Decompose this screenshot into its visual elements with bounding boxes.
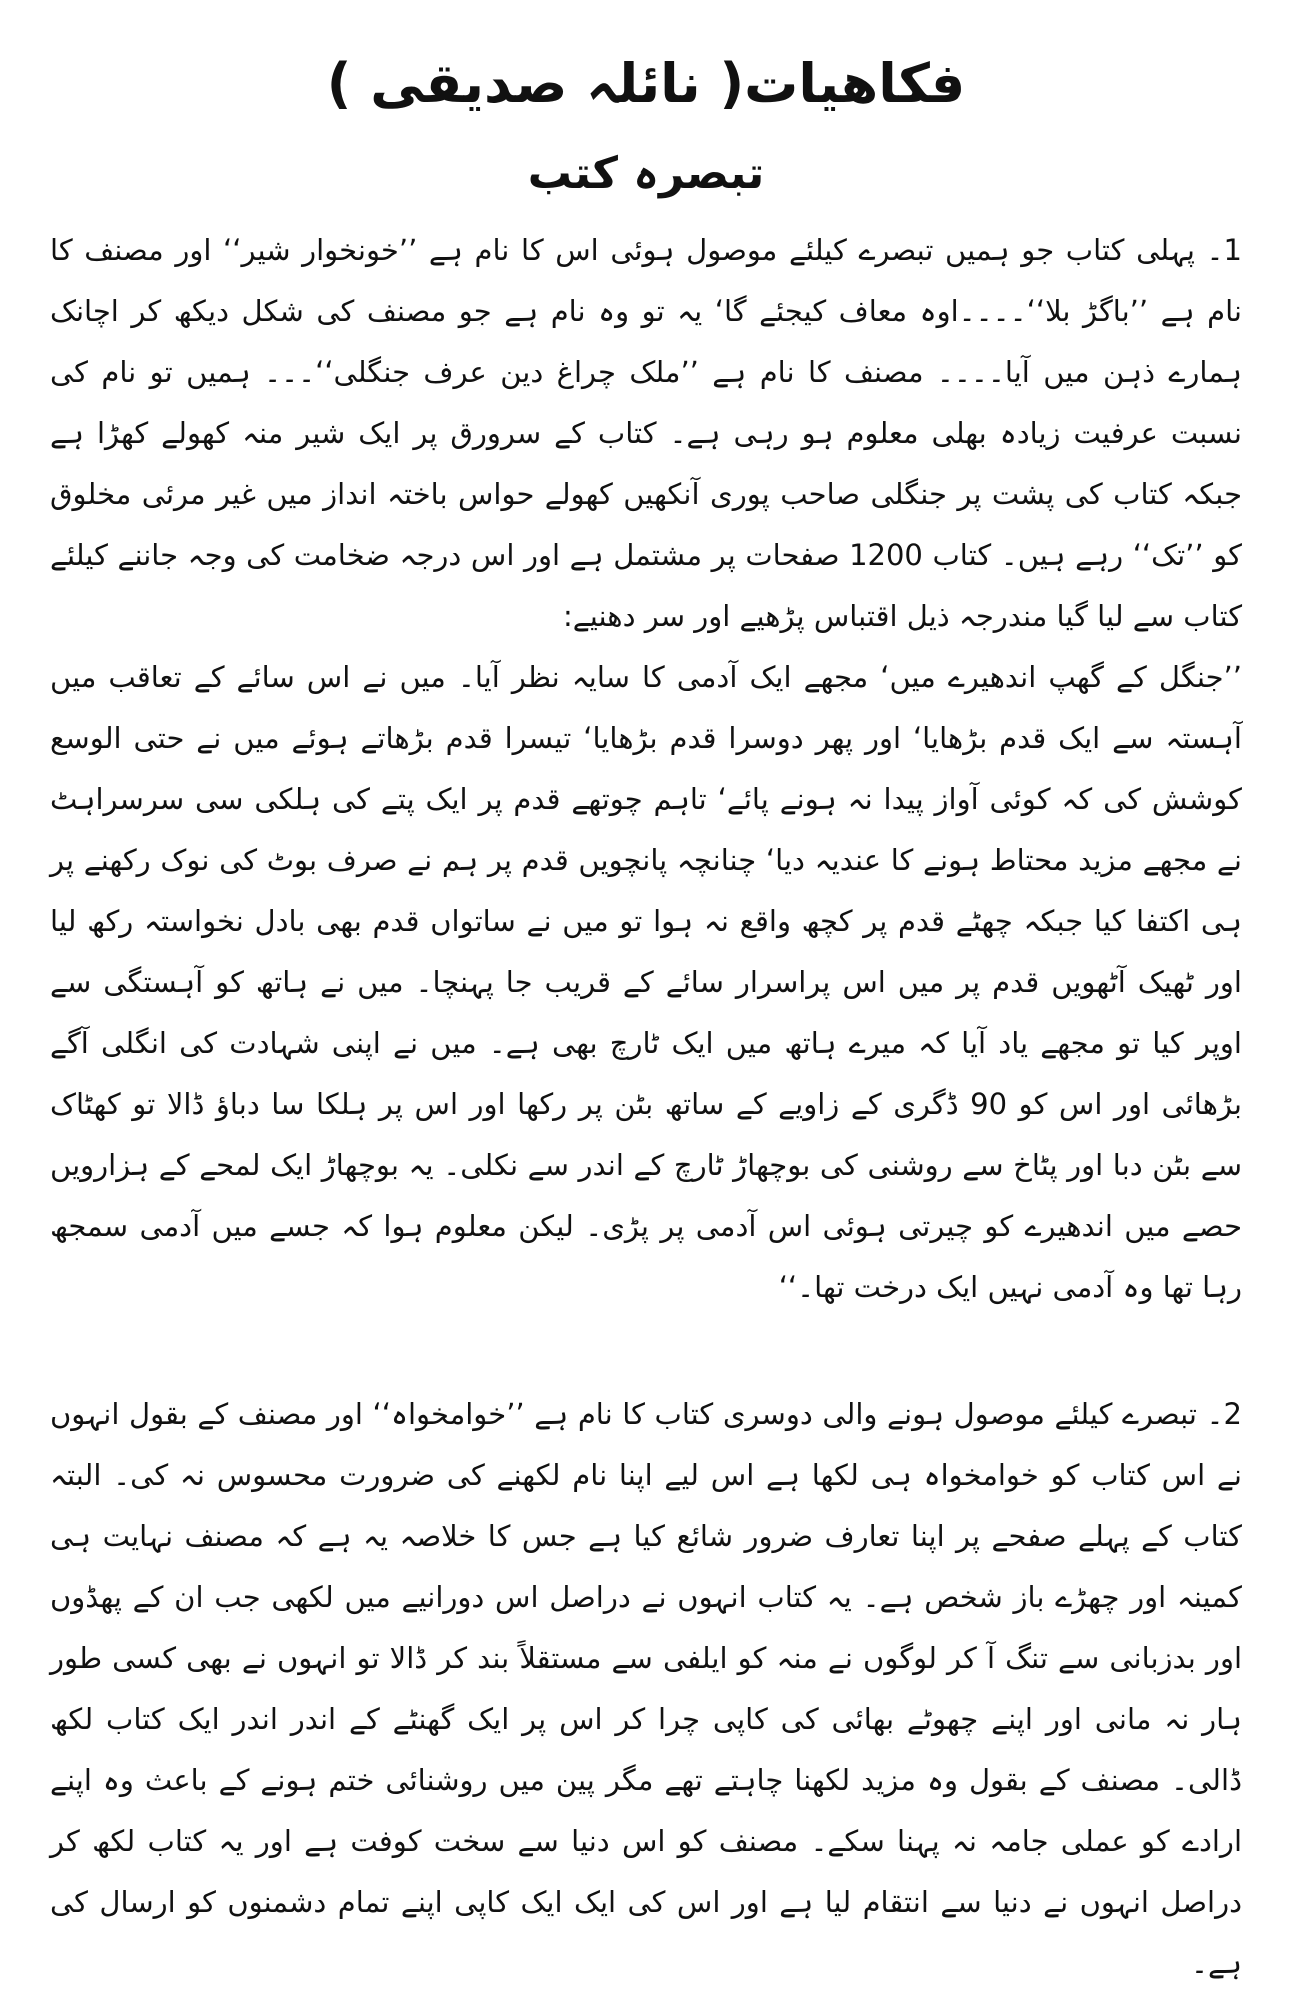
review-one-intro: 1۔ پہلی کتاب جو ہمیں تبصرے کیلئے موصول ہوئی اس کا نام ہے ’’خونخوار شیر‘‘ اور مصنف کا نام ہے ’’باگڑ بلا‘‘۔۔۔۔اوہ معاف کیجئے گا‘ یہ تو وہ نام ہے جو مصنف کی شکل دیکھ کر اچانک ہمارے ذہن میں آیا۔۔۔۔ مصنف کا نام ہے ’’ملک چراغ دین عرف جنگلی‘‘۔۔۔ ہمیں تو نام کی نسبت عرفیت زیادہ بھلی معلوم ہو رہی ہے۔ کتاب کے سرورق پر ایک شیر منہ کھولے کھڑا ہے جبکہ کتاب کی پشت پر جنگلی صاحب پوری آنکھیں کھولے حواس باختہ انداز میں غیر مرئی مخلوق کو ’’تک‘‘ رہے ہیں۔ کتاب 1200 صفحات پر مشتمل ہے اور اس درجہ ضخامت کی وجہ جاننے کیلئے کتاب سے لیا گیا مندرجہ ذیل اقتباس پڑھیے اور سر دھنیے: [50,233,1242,633]
section-heading: تبصرہ کتب [527,148,765,199]
review-one-quote: ’’جنگل کے گھپ اندھیرے میں‘ مجھے ایک آدمی کا سایہ نظر آیا۔ میں نے اس سائے کے تعاقب میں آہستہ سے ایک قدم بڑھایا‘ اور پھر دوسرا قدم بڑھایا‘ تیسرا قدم بڑھاتے ہوئے میں نے حتی الوسع کوشش کی کہ کوئی آواز پیدا نہ ہونے پائے‘ تاہم چوتھے قدم پر ایک پتے کی ہلکی سی سرسراہٹ نے مجھے مزید محتاط ہونے کا عندیہ دیا‘ چنانچہ پانچویں قدم پر ہم نے صرف بوٹ کی نوک رکھنے پر ہی اکتفا کیا جبکہ چھٹے قدم پر کچھ واقع نہ ہوا تو میں نے ساتواں قدم بھی بادل نخواستہ رکھ لیا اور ٹھیک آٹھویں قدم پر میں اس پراسرار سائے کے قریب جا پہنچا۔ میں نے ہاتھ کو آہستگی سے اوپر کیا تو مجھے یاد آیا کہ میرے ہاتھ میں ایک ٹارچ بھی ہے۔ میں نے اپنی شہادت کی انگلی آگے بڑھائی اور اس کو 90 ڈگری کے زاویے کے ساتھ بٹن پر رکھا اور اس پر ہلکا سا دباؤ ڈالا تو کھٹاک سے بٹن دبا اور پٹاخ سے روشنی کی بوچھاڑ ٹارچ کے اندر سے نکلی۔ یہ بوچھاڑ ایک لمحے کے ہزارویں حصے میں اندھیرے کو چیرتی ہوئی اس آدمی پر پڑی۔ لیکن معلوم ہوا کہ جسے میں آدمی سمجھ رہا تھا وہ آدمی نہیں ایک درخت تھا۔‘‘ [50,660,1242,1304]
paragraph-spacer [50,1318,1242,1384]
column-title: فکاھیات( نائلہ صدیقی ) [326,52,966,115]
review-two-text: 2۔ تبصرے کیلئے موصول ہونے والی دوسری کتاب کا نام ہے ’’خوامخواہ‘‘ اور مصنف کے بقول انہوں نے اس کتاب کو خوامخواہ ہی لکھا ہے اس لیے اپنا نام لکھنے کی ضرورت محسوس نہ کی۔ البتہ کتاب کے پہلے صفحے پر اپنا تعارف ضرور شائع کیا ہے جس کا خلاصہ یہ ہے کہ مصنف نہایت ہی کمینہ اور چھڑے باز شخص ہے۔ یہ کتاب انہوں نے دراصل اس دورانیے میں لکھی جب ان کے پھڈوں اور بدزبانی سے تنگ آ کر لوگوں نے منہ کو ایلفی سے مستقلاً بند کر ڈالا تو انہوں نے بھی کسی طور ہار نہ مانی اور اپنے چھوٹے بھائی کی کاپی چرا کر اس پر ایک گھنٹے کے اندر اندر ایک کتاب لکھ ڈالی۔ مصنف کے بقول وہ مزید لکھنا چاہتے تھے مگر پین میں روشنائی ختم ہونے کے باعث وہ اپنے ارادے کو عملی جامہ نہ پہنا سکے۔ مصنف کو اس دنیا سے سخت کوفت ہے اور یہ کتاب لکھ کر دراصل انہوں نے دنیا سے انتقام لیا ہے اور اس کی ایک ایک کاپی اپنے تمام دشمنوں کو ارسال کی ہے۔ [50,1397,1242,1980]
